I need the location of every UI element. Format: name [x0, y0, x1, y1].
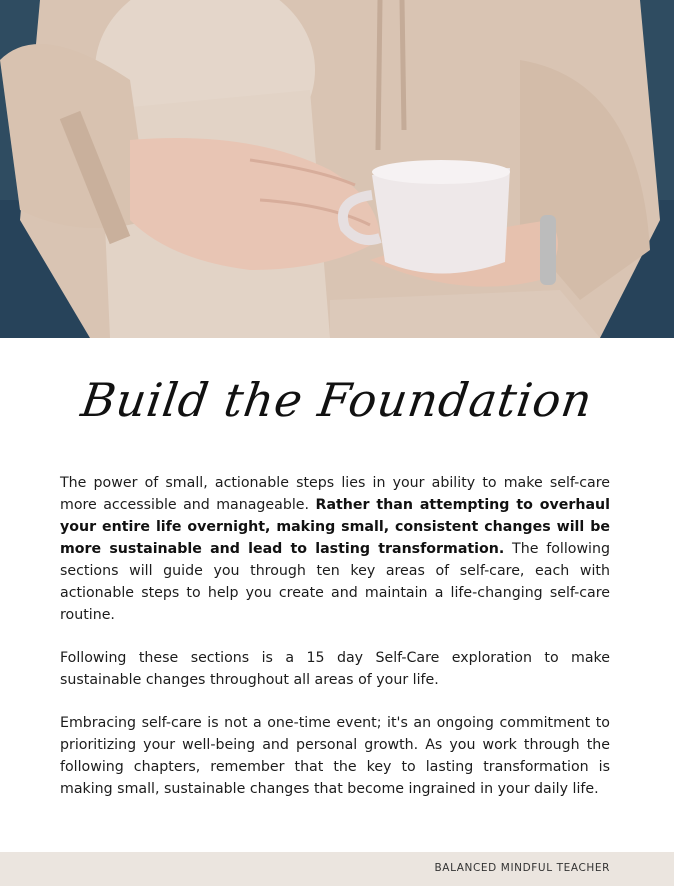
paragraph-3: Embracing self-care is not a one-time event; it's an ongoing commitment to prioritizing your well-being and personal growth. As you work through the following chapters, remember that the key to lasting transformation is making small, sustainable changes that become ingrained in your daily life. — [60, 715, 610, 797]
paragraph-1 — [60, 472, 610, 626]
person-holding-mug-illustration — [0, 0, 674, 338]
hero-photo — [0, 0, 674, 338]
paragraph-2: Following these sections is a 15 day Self-Care exploration to make sustainable changes throughout all areas of your life. — [60, 650, 610, 688]
paragraph-1-end: The following sections will guide you through ten key areas of self-care, each with actionable steps to help you create and maintain a life-changing self-care routine. — [60, 541, 610, 623]
paragraph-1-start: The power of small, actionable steps lies in your ability to make self-care more accessible and manageable. — [60, 475, 610, 513]
footer-bar — [0, 852, 674, 886]
page-title: Build the Foundation — [77, 373, 597, 427]
body-text — [60, 472, 610, 821]
footer-brand: BALANCED MINDFUL TEACHER — [434, 862, 610, 874]
paragraph-1-bold: Rather than attempting to overhaul your entire life overnight, making small, consistent changes will be more sustainable and lead to lasting transformation. — [60, 497, 610, 557]
